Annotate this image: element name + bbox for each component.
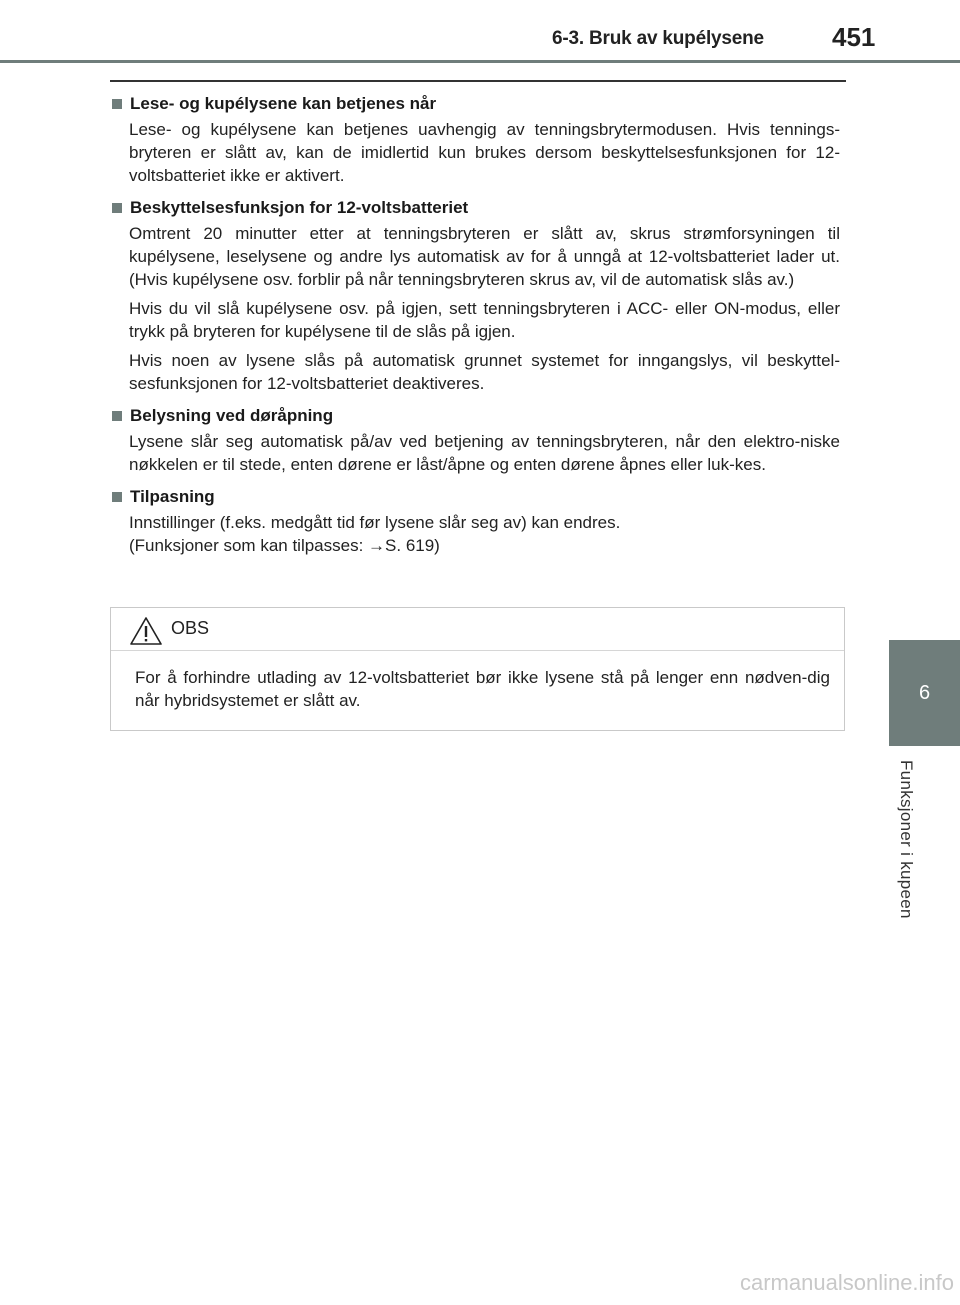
section-title: 6-3. Bruk av kupélysene — [552, 28, 764, 49]
paragraph: Hvis noen av lysene slås på automatisk grunnet systemet for inngangslys, vil beskyttel-sesfunksjonen for 12-voltsbatteriet deaktiveres. — [129, 351, 840, 393]
warning-triangle-icon — [129, 616, 163, 646]
caution-header — [111, 608, 844, 651]
paragraph: Lese- og kupélysene kan betjenes uavhengig av tenningsbrytermodusen. Hvis tennings-bryteren er slått av, kan de imidlertid kun brukes dersom beskyttelsesfunksjonen for 12-voltsbatteriet ikke er aktivert. — [129, 120, 840, 185]
section-heading: Beskyttelsesfunksjon for 12-voltsbatteriet — [130, 198, 469, 217]
section-heading: Belysning ved døråpning — [130, 406, 334, 425]
content-divider — [110, 80, 846, 82]
chapter-label: Funksjoner i kupeen — [897, 760, 916, 919]
content-body — [110, 92, 840, 566]
section-door-lighting — [110, 404, 840, 476]
square-bullet-icon — [112, 492, 122, 502]
section-customization — [110, 485, 840, 557]
section-heading: Lese- og kupélysene kan betjenes når — [130, 94, 437, 113]
chapter-tab[interactable] — [889, 640, 960, 746]
cross-reference-link[interactable]: (Funksjoner som kan tilpasses: →S. 619) — [129, 536, 440, 555]
section-battery-protection — [110, 196, 840, 395]
caution-title: OBS — [171, 618, 210, 638]
square-bullet-icon — [112, 203, 122, 213]
caution-box — [110, 607, 845, 731]
paragraph: Hvis du vil slå kupélysene osv. på igjen, sett tenningsbryteren i ACC- eller ON-modus, eller trykk på bryteren for kupélysene til de slås på igjen. — [129, 299, 840, 341]
section-heading: Tilpasning — [130, 487, 215, 506]
square-bullet-icon — [112, 99, 122, 109]
page-number: 451 — [832, 22, 876, 52]
paragraph: Innstillinger (f.eks. medgått tid før lysene slår seg av) kan endres. — [129, 513, 621, 532]
header-rule — [0, 60, 960, 63]
paragraph: Lysene slår seg automatisk på/av ved betjening av tenningsbryteren, når den elektro-niske nøkkelen er til stede, enten dørene er låst/åpne og enten dørene åpnes eller luk-kes. — [129, 432, 840, 474]
watermark: carmanualsonline.info — [740, 1270, 955, 1295]
paragraph: Omtrent 20 minutter etter at tenningsbryteren er slått av, skrus strømforsyningen til kupélysene, leselysene og andre lys automatisk av for å unngå at 12-voltsbatteriet lader ut. (Hvis kupélysene osv. forblir på når tenningsbryteren skrus av, vil de automatisk slås av.) — [129, 224, 840, 289]
section-reading-lights — [110, 92, 840, 187]
caution-text: For å forhindre utlading av 12-voltsbatteriet bør ikke lysene stå på lenger enn nødven-dig når hybridsystemet er slått av. — [135, 668, 830, 710]
square-bullet-icon — [112, 411, 122, 421]
chapter-number: 6 — [918, 681, 931, 704]
